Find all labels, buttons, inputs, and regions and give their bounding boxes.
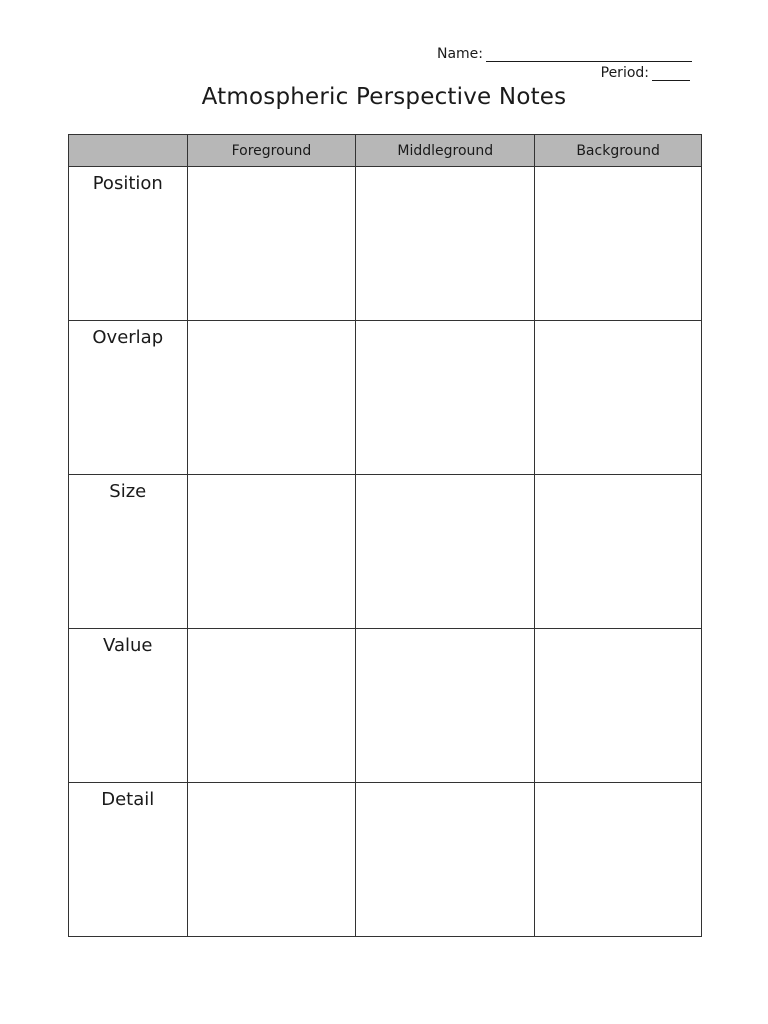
- column-header-background: Background: [535, 135, 702, 167]
- row-label-value: Value: [69, 629, 188, 783]
- notes-cell-position-background[interactable]: [535, 167, 702, 321]
- page-title: Atmospheric Perspective Notes: [201, 84, 567, 110]
- notes-cell-size-background[interactable]: [535, 475, 702, 629]
- notes-cell-value-middleground[interactable]: [356, 629, 535, 783]
- notes-cell-size-middleground[interactable]: [356, 475, 535, 629]
- name-field[interactable]: [437, 46, 692, 62]
- notes-cell-size-foreground[interactable]: [187, 475, 356, 629]
- column-header-foreground: Foreground: [187, 135, 356, 167]
- row-label-detail: Detail: [69, 783, 188, 937]
- name-blank-line[interactable]: [486, 47, 692, 62]
- row-label-position: Position: [69, 167, 188, 321]
- table-row: [69, 321, 702, 475]
- column-header-middleground: Middleground: [356, 135, 535, 167]
- row-label-overlap: Overlap: [69, 321, 188, 475]
- name-label: Name:: [436, 46, 483, 62]
- notes-cell-position-middleground[interactable]: [356, 167, 535, 321]
- notes-cell-detail-foreground[interactable]: [187, 783, 356, 937]
- period-blank-line[interactable]: [652, 66, 690, 81]
- table-row: [69, 629, 702, 783]
- notes-cell-position-foreground[interactable]: [187, 167, 356, 321]
- notes-cell-value-background[interactable]: [535, 629, 702, 783]
- notes-cell-detail-background[interactable]: [535, 783, 702, 937]
- corner-cell: [69, 135, 188, 167]
- notes-cell-overlap-middleground[interactable]: [356, 321, 535, 475]
- period-field[interactable]: [601, 65, 690, 81]
- notes-cell-value-foreground[interactable]: [187, 629, 356, 783]
- row-label-size: Size: [69, 475, 188, 629]
- table-row: [69, 475, 702, 629]
- notes-cell-overlap-foreground[interactable]: [187, 321, 356, 475]
- notes-cell-detail-middleground[interactable]: [356, 783, 535, 937]
- notes-table: [68, 134, 702, 937]
- table-row: [69, 783, 702, 937]
- table-row: [69, 167, 702, 321]
- period-label: Period:: [600, 65, 649, 81]
- notes-cell-overlap-background[interactable]: [535, 321, 702, 475]
- header-row: [69, 135, 702, 167]
